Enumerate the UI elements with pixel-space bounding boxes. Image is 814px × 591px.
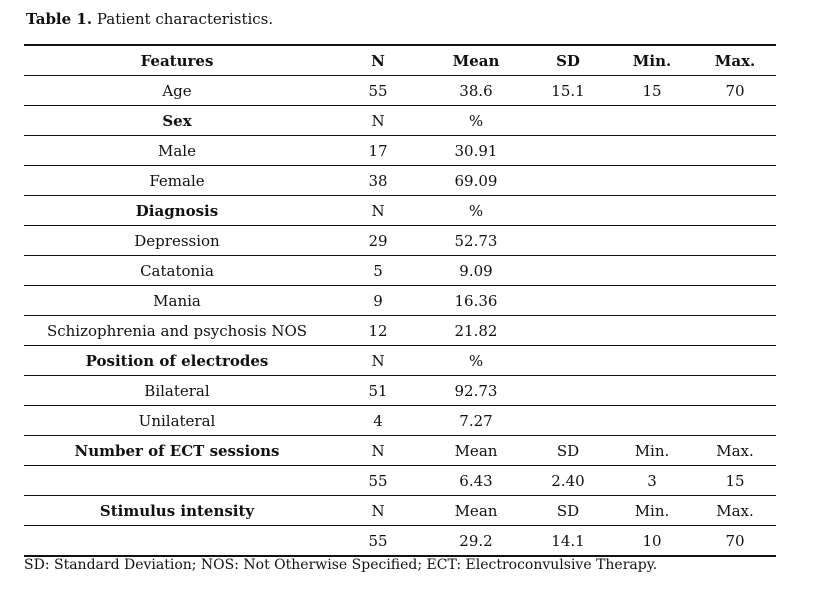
table-cell: 6.43 [426, 466, 526, 496]
table-cell: Age [24, 76, 330, 106]
table-row [24, 316, 776, 346]
table-cell [526, 196, 610, 226]
table-cell: 52.73 [426, 226, 526, 256]
table-row [24, 376, 776, 406]
table-cell: 15.1 [526, 76, 610, 106]
table-row [24, 226, 776, 256]
table-cell [610, 376, 694, 406]
table-cell: Unilateral [24, 406, 330, 436]
table-cell [24, 466, 330, 496]
table-footnote: SD: Standard Deviation; NOS: Not Otherwise Specified; ECT: Electroconvulsive Therapy. [24, 557, 658, 573]
table-cell: Min. [610, 45, 694, 76]
table-cell: Mean [426, 45, 526, 76]
table-cell [610, 406, 694, 436]
table-cell [694, 346, 776, 376]
table-cell: 51 [330, 376, 426, 406]
table-header-row [24, 45, 776, 76]
table-row [24, 166, 776, 196]
table-cell: 2.40 [526, 466, 610, 496]
table-cell [694, 376, 776, 406]
table-cell: 4 [330, 406, 426, 436]
table-cell [526, 346, 610, 376]
table-cell: 21.82 [426, 316, 526, 346]
table-cell: 5 [330, 256, 426, 286]
table-cell [526, 406, 610, 436]
table-cell [526, 256, 610, 286]
table-cell: Max. [694, 45, 776, 76]
table-cell: 7.27 [426, 406, 526, 436]
table-cell [526, 136, 610, 166]
table-row [24, 526, 776, 557]
table-cell: 3 [610, 466, 694, 496]
table-cell: 55 [330, 466, 426, 496]
table-section-row [24, 346, 776, 376]
table-cell: Features [24, 45, 330, 76]
table-cell: 70 [694, 526, 776, 557]
table-cell: N [330, 196, 426, 226]
table-cell [526, 166, 610, 196]
table-cell: 29 [330, 226, 426, 256]
table-cell: 70 [694, 76, 776, 106]
table-caption-text: Patient characteristics. [92, 10, 274, 28]
table-body [24, 45, 776, 556]
table-cell: SD [526, 45, 610, 76]
table-row [24, 406, 776, 436]
table-cell: Min. [610, 436, 694, 466]
table-cell: 30.91 [426, 136, 526, 166]
table-cell: 55 [330, 76, 426, 106]
table-cell [526, 106, 610, 136]
table-cell: 38.6 [426, 76, 526, 106]
table-cell: % [426, 346, 526, 376]
table-cell: Catatonia [24, 256, 330, 286]
table-cell [694, 286, 776, 316]
table-cell [526, 286, 610, 316]
table-cell: N [330, 346, 426, 376]
table-cell: Bilateral [24, 376, 330, 406]
table-row [24, 256, 776, 286]
table-cell [610, 256, 694, 286]
table-cell: 15 [694, 466, 776, 496]
table-cell [694, 196, 776, 226]
table-cell: Max. [694, 496, 776, 526]
table-cell [610, 286, 694, 316]
table-cell: Depression [24, 226, 330, 256]
table-cell: 9.09 [426, 256, 526, 286]
table-cell: 55 [330, 526, 426, 557]
table-cell: Mean [426, 496, 526, 526]
table-cell: 69.09 [426, 166, 526, 196]
table-cell: Min. [610, 496, 694, 526]
table-cell [694, 106, 776, 136]
table-cell: Sex [24, 106, 330, 136]
table-cell: Male [24, 136, 330, 166]
table-cell: Number of ECT sessions [24, 436, 330, 466]
table-cell: Position of electrodes [24, 346, 330, 376]
table-cell: Schizophrenia and psychosis NOS [24, 316, 330, 346]
table-row [24, 76, 776, 106]
table-cell: 17 [330, 136, 426, 166]
table-cell: Stimulus intensity [24, 496, 330, 526]
table-cell: Mania [24, 286, 330, 316]
table-cell: 29.2 [426, 526, 526, 557]
table-cell: SD [526, 436, 610, 466]
table-cell: % [426, 106, 526, 136]
table-section-row [24, 196, 776, 226]
table-cell: % [426, 196, 526, 226]
table-row [24, 136, 776, 166]
table-cell [526, 316, 610, 346]
table-cell [694, 166, 776, 196]
table-section-row [24, 436, 776, 466]
table-cell [610, 136, 694, 166]
table-cell: N [330, 106, 426, 136]
table-cell: Mean [426, 436, 526, 466]
table-cell: Female [24, 166, 330, 196]
table-cell: 38 [330, 166, 426, 196]
table-cell [694, 316, 776, 346]
table-cell [610, 346, 694, 376]
table-cell [610, 196, 694, 226]
table-cell: Diagnosis [24, 196, 330, 226]
table-cell: 92.73 [426, 376, 526, 406]
table-cell [694, 406, 776, 436]
table-cell: 14.1 [526, 526, 610, 557]
table-cell: SD [526, 496, 610, 526]
table-cell [610, 226, 694, 256]
table-cell: 12 [330, 316, 426, 346]
patient-characteristics-table [24, 44, 776, 557]
table-cell: N [330, 496, 426, 526]
table-cell: N [330, 436, 426, 466]
table-cell: Max. [694, 436, 776, 466]
table-cell [610, 316, 694, 346]
table-caption [26, 10, 273, 28]
table-cell [694, 136, 776, 166]
table-cell: 16.36 [426, 286, 526, 316]
table-cell [610, 166, 694, 196]
table-cell [526, 226, 610, 256]
table-cell: N [330, 45, 426, 76]
table-cell: 15 [610, 76, 694, 106]
table-cell [610, 106, 694, 136]
table-section-row [24, 106, 776, 136]
table-row [24, 466, 776, 496]
table-caption-label: Table 1. [26, 10, 93, 28]
table-cell [694, 256, 776, 286]
table-row [24, 286, 776, 316]
table-section-row [24, 496, 776, 526]
table-cell [24, 526, 330, 557]
table-cell [526, 376, 610, 406]
table-cell: 10 [610, 526, 694, 557]
table-cell [694, 226, 776, 256]
table-cell: 9 [330, 286, 426, 316]
